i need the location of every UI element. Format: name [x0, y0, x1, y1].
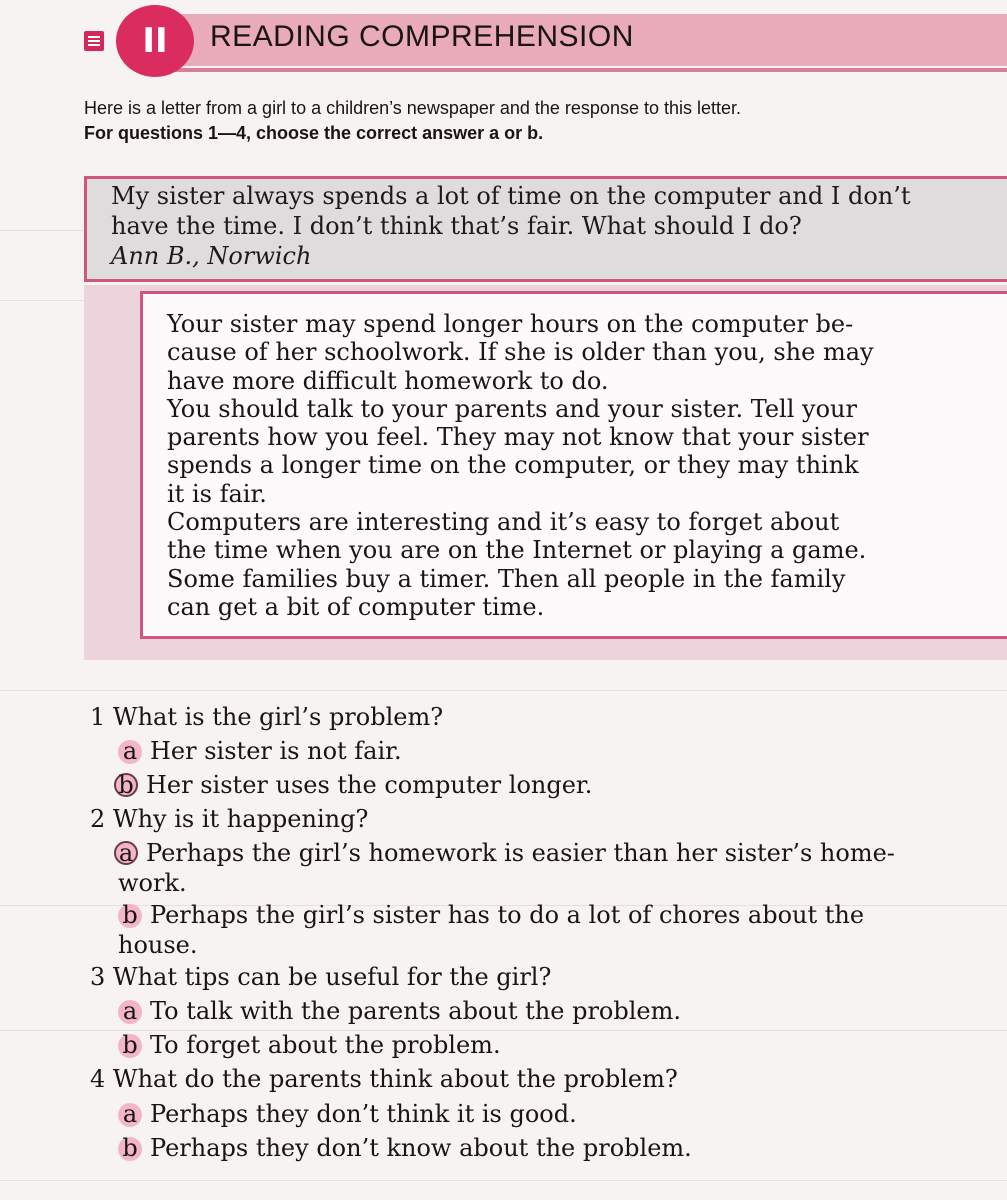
instructions-bold-line: For questions 1—4, choose the correct answer a or b. — [84, 123, 544, 143]
response-text — [167, 310, 874, 621]
response-line: Computers are interesting and it’s easy to forget about — [167, 508, 840, 537]
response-line: cause of her schoolwork. If she is older than you, she may — [167, 338, 874, 367]
menu-icon — [84, 31, 104, 51]
letter-line: My sister always spends a lot of time on the computer and I don’t — [111, 182, 911, 210]
response-line: can get a bit of computer time. — [167, 592, 545, 621]
letter-line: have the time. I don’t think that’s fair. What should I do? — [111, 212, 802, 240]
bleed-line — [0, 690, 1007, 691]
option-letter: b — [118, 904, 142, 928]
question-3-option-a[interactable] — [118, 997, 681, 1025]
bleed-line — [0, 1180, 1007, 1181]
option-continuation: work. — [118, 869, 187, 897]
question-1-option-a[interactable] — [118, 737, 402, 765]
option-text: Perhaps the girl’s homework is easier than her sister’s home- — [146, 839, 895, 867]
option-text: Perhaps they don’t think it is good. — [150, 1100, 577, 1128]
option-continuation: house. — [118, 931, 198, 959]
option-letter: b — [118, 1137, 142, 1161]
option-letter: b — [118, 1034, 142, 1058]
option-letter: a — [118, 1103, 142, 1127]
option-letter: a — [118, 740, 142, 764]
instructions-line: Here is a letter from a girl to a children’s newspaper and the response to this letter. — [84, 98, 742, 118]
question-number: 2 — [90, 805, 106, 833]
option-text: Her sister is not fair. — [150, 737, 402, 765]
letter-box — [84, 176, 1007, 282]
response-line: parents how you feel. They may not know that your sister — [167, 423, 869, 452]
option-letter-circled: b — [114, 773, 138, 797]
question-text: What do the parents think about the problem? — [112, 1065, 678, 1093]
response-box — [140, 291, 1007, 639]
question-2-option-b[interactable] — [118, 901, 864, 929]
option-letter: a — [118, 1000, 142, 1024]
option-text: Perhaps the girl’s sister has to do a lot of chores about the — [150, 901, 865, 929]
letter-text — [111, 181, 911, 271]
question-4-option-b[interactable] — [118, 1134, 692, 1162]
question-2 — [90, 805, 368, 833]
instructions — [84, 96, 741, 146]
question-1-option-b[interactable] — [114, 771, 592, 799]
option-text: To talk with the parents about the problem. — [150, 997, 681, 1025]
question-3-option-b[interactable] — [118, 1031, 501, 1059]
letter-signature: Ann B., Norwich — [111, 242, 312, 270]
question-text: Why is it happening? — [112, 805, 369, 833]
option-letter-circled: a — [114, 841, 138, 865]
option-text: Her sister uses the computer longer. — [146, 771, 593, 799]
question-text: What is the girl’s problem? — [112, 703, 444, 731]
section-number-badge: II — [116, 5, 194, 77]
question-2-option-a[interactable] — [114, 839, 895, 867]
response-line: it is fair. — [167, 479, 267, 508]
question-number: 3 — [90, 963, 106, 991]
question-text: What tips can be useful for the girl? — [112, 963, 552, 991]
question-number: 4 — [90, 1065, 106, 1093]
question-4 — [90, 1065, 678, 1093]
question-1 — [90, 703, 443, 731]
response-line: spends a longer time on the computer, or they may think — [167, 451, 859, 480]
option-text: Perhaps they don’t know about the problem. — [150, 1134, 692, 1162]
option-text: To forget about the problem. — [150, 1031, 501, 1059]
response-line: Your sister may spend longer hours on the computer be- — [167, 310, 854, 338]
section-title: READING COMPREHENSION — [210, 20, 634, 53]
question-3 — [90, 963, 551, 991]
question-number: 1 — [90, 703, 106, 731]
question-4-option-a[interactable] — [118, 1100, 577, 1128]
response-line: You should talk to your parents and your sister. Tell your — [167, 394, 857, 423]
response-line: have more difficult homework to do. — [167, 366, 609, 395]
response-line: Some families buy a timer. Then all people in the family — [167, 564, 846, 593]
response-line: the time when you are on the Internet or playing a game. — [167, 536, 867, 565]
